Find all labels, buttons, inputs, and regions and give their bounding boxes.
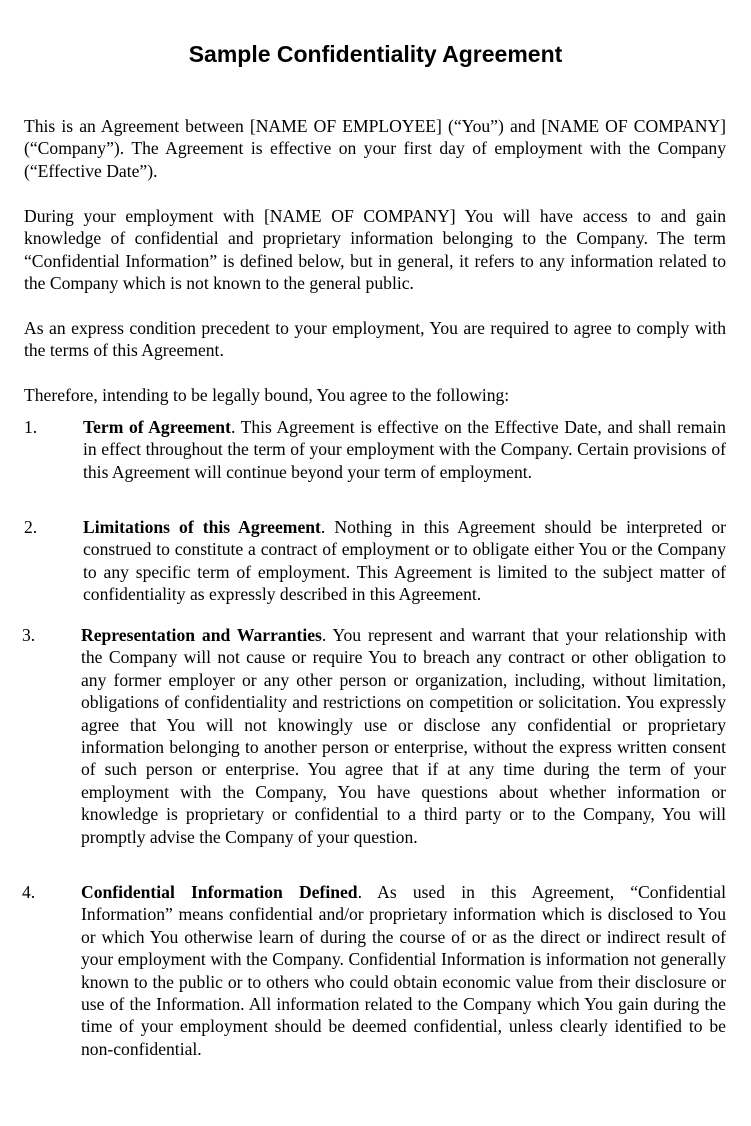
clause-body [81,624,726,848]
therefore-paragraph: Therefore, intending to be legally bound, You agree to the following: [24,385,510,405]
clause-number: 3. [22,625,36,645]
clause-heading: Confidential Information Defined [81,882,358,902]
condition-paragraph: As an express condition precedent to your employment, You are required to agree to comply with the terms of this Agreement. [24,318,726,361]
clause-heading: Representation and Warranties [81,625,322,645]
clause-number: 1. [24,417,38,437]
clause-text: . Nothing in this Agreement should be interpreted or construed to constitute a contract of employment or to obligate either You or the Company to any specific term of employment. This Agreement is limited to the subject matter of confidentiality as expressly described in this Agreement. [83,517,727,605]
intro-paragraph: This is an Agreement between [NAME OF EMPLOYEE] (“You”) and [NAME OF COMPANY] (“Company”). The Agreement is effective on your first day of employment with the Company (“Effective Date”). [24,116,726,181]
clause-representation-warranties [24,624,726,848]
clause-number: 4. [22,882,36,902]
clause-text: . This Agreement is effective on the Effective Date, and shall remain in effect throughout the term of your employment with the Company. Certain provisions of this Agreement will continue beyond your term of employment. [83,417,726,482]
clause-heading: Limitations of this Agreement [83,517,321,537]
clause-body [81,881,726,1060]
clause-text: . You represent and warrant that your relationship with the Company will not cause or require You to breach any contract or other obligation to any former employer or any other person or organization, including, without limitation, obligations of confidentiality and restrictions on competition or solicitation. You expressly agree that You will not knowingly use or disclose any confidential or proprietary information belonging to another person or enterprise, without the express written consent of such person or enterprise. You agree that if at any time during the term of your employment with the Company, You have questions about whether information or knowledge is proprietary or confidential to a third party or to the Company, You will promptly advise the Company of your question. [81,625,726,847]
clause-body [83,516,726,606]
document-title: Sample Confidentiality Agreement [188,41,563,67]
clause-limitations [24,516,726,606]
access-paragraph: During your employment with [NAME OF COMPANY] You will have access to and gain knowledge of confidential and proprietary information belonging to the Company. The term “Confidential Information” is defined below, but in general, it refers to any information related to the Company which is not known to the general public. [24,206,726,294]
clause-confidential-information [24,881,726,1060]
clause-text: . As used in this Agreement, “Confidential Information” means confidential and/or proprietary information which is disclosed to You or which You otherwise learn of during the course of or as the direct or indirect result of your employment with the Company. Confidential Information is information not generally known to the public or to others who could obtain economic value from their disclosure or use of the Information. All information related to the Company which You gain during the time of your employment should be deemed confidential, unless clearly identified to be non-confidential. [81,882,726,1059]
clause-heading: Term of Agreement [83,417,231,437]
clause-number: 2. [24,517,38,537]
clause-body [83,416,726,483]
clause-term-of-agreement [24,416,726,483]
